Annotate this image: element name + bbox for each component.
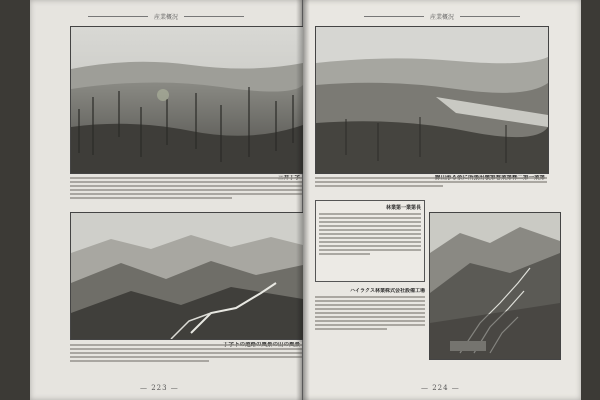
left-page xyxy=(30,0,303,400)
text-box-title: 林業第一業第長 xyxy=(385,205,421,211)
left-caption-top xyxy=(70,175,302,209)
header-rule xyxy=(184,16,244,17)
right-page xyxy=(303,0,581,400)
left-caption-bottom xyxy=(70,342,302,374)
photo-mountain-road xyxy=(70,212,304,340)
right-caption-title-3: ハイラクス林業株式会社設備工場 xyxy=(350,288,425,294)
right-folio: — 224 — xyxy=(421,384,460,392)
left-folio: — 223 — xyxy=(140,384,179,392)
article-text-box xyxy=(315,200,425,282)
header-rule xyxy=(88,16,148,17)
left-header-title: 産業概況 xyxy=(153,13,178,21)
photo-valley-panorama xyxy=(315,26,549,174)
right-caption-top xyxy=(315,175,547,195)
left-page-header xyxy=(30,10,302,22)
photo-burned-forest xyxy=(70,26,304,174)
right-page-header xyxy=(303,10,581,22)
header-rule xyxy=(460,16,520,17)
photo-terraced-hillside xyxy=(429,212,561,360)
header-rule xyxy=(364,16,424,17)
right-header-title: 産業概況 xyxy=(429,13,454,21)
right-caption-middle xyxy=(315,288,425,352)
